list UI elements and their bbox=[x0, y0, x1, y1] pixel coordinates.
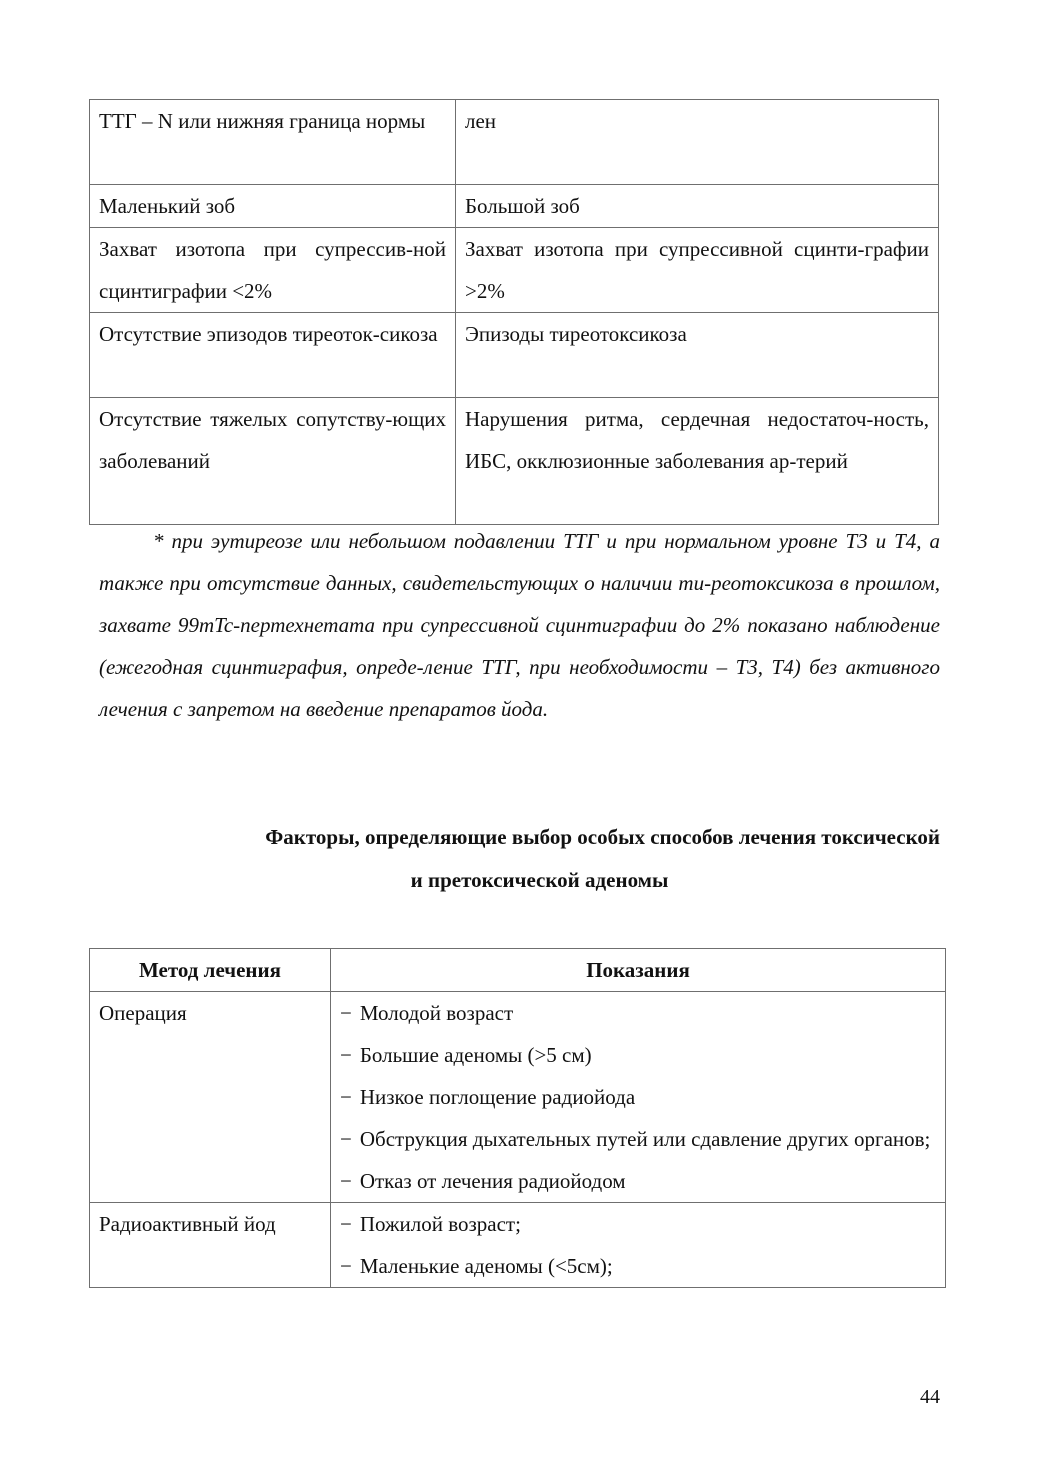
table-row bbox=[90, 313, 939, 398]
list-item bbox=[340, 1118, 936, 1160]
section-heading bbox=[99, 816, 940, 902]
list-item-text: Маленькие аденомы (<5см); bbox=[359, 1254, 613, 1278]
dash-marker: − bbox=[340, 1254, 352, 1278]
method-cell: Радиоактивный йод bbox=[90, 1203, 331, 1288]
table-cell: лен bbox=[456, 100, 939, 185]
heading-line: Факторы, определяющие выбор особых способов лечения токсической bbox=[265, 825, 940, 849]
criteria-table bbox=[89, 99, 939, 525]
list-item bbox=[340, 1076, 936, 1118]
page-number: 44 bbox=[920, 1386, 940, 1408]
list-item bbox=[340, 1034, 936, 1076]
indications-cell bbox=[331, 1203, 946, 1288]
table-cell: Нарушения ритма, сердечная недостаточ-ность, ИБС, окклюзионные заболевания ар-терий bbox=[456, 398, 939, 525]
dash-marker: − bbox=[340, 1085, 352, 1109]
list-item bbox=[340, 1203, 936, 1245]
table-cell: Захват изотопа при супрессивной сцинти-графии >2% bbox=[456, 228, 939, 313]
list-item-text: Низкое поглощение радиойода bbox=[359, 1085, 636, 1109]
list-item bbox=[340, 1245, 936, 1287]
method-cell: Операция bbox=[90, 992, 331, 1203]
list-item-text: Пожилой возраст; bbox=[359, 1212, 521, 1236]
dash-marker: − bbox=[340, 1169, 352, 1193]
list-item-text: Молодой возраст bbox=[359, 1001, 514, 1025]
indications-cell bbox=[331, 992, 946, 1203]
dash-marker: − bbox=[340, 1127, 352, 1151]
table-row bbox=[90, 398, 939, 525]
table-cell: Большой зоб bbox=[456, 185, 939, 228]
table-cell: Эпизоды тиреотоксикоза bbox=[456, 313, 939, 398]
table-cell: ТТГ – N или нижняя граница нормы bbox=[90, 100, 456, 185]
dash-marker: − bbox=[340, 1212, 352, 1236]
dash-marker: − bbox=[340, 1043, 352, 1067]
table-row bbox=[90, 992, 946, 1203]
list-item bbox=[340, 1160, 936, 1202]
column-header-indications: Показания bbox=[331, 949, 946, 992]
list-item-text: Отказ от лечения радиойодом bbox=[359, 1169, 626, 1193]
list-item bbox=[340, 992, 936, 1034]
table-row bbox=[90, 185, 939, 228]
table-row bbox=[90, 228, 939, 313]
table-row bbox=[90, 100, 939, 185]
list-item-text: Большие аденомы (>5 см) bbox=[359, 1043, 592, 1067]
table-cell: Отсутствие тяжелых сопутству-ющих заболеваний bbox=[90, 398, 456, 525]
heading-line: и претоксической аденомы bbox=[410, 868, 669, 892]
treatment-table bbox=[89, 948, 946, 1288]
table-header-row bbox=[90, 949, 946, 992]
footnote: * при эутиреозе или небольшом подавлении ТТГ и при нормальном уровне Т3 и Т4, а также при отсутствие данных, свидетельстующих о наличии ти-реотоксикоза в прошлом, захвате 99mTc-пертехнетата при супрессивной сцинтиграфии до 2% показано наблюдение (ежегодная сцинтиграфия, опреде-ление ТТГ, при необходимости – Т3, Т4) без активного лечения с запретом на введение препаратов йода. bbox=[99, 529, 940, 721]
dash-marker: − bbox=[340, 1001, 352, 1025]
list-item-text: Обструкция дыхательных путей или сдавление других органов; bbox=[359, 1127, 931, 1151]
table-cell: Отсутствие эпизодов тиреоток-сикоза bbox=[90, 313, 456, 398]
column-header-method: Метод лечения bbox=[90, 949, 331, 992]
table-cell: Захват изотопа при супрессив-ной сцинтиграфии <2% bbox=[90, 228, 456, 313]
table-cell: Маленький зоб bbox=[90, 185, 456, 228]
table-row bbox=[90, 1203, 946, 1288]
